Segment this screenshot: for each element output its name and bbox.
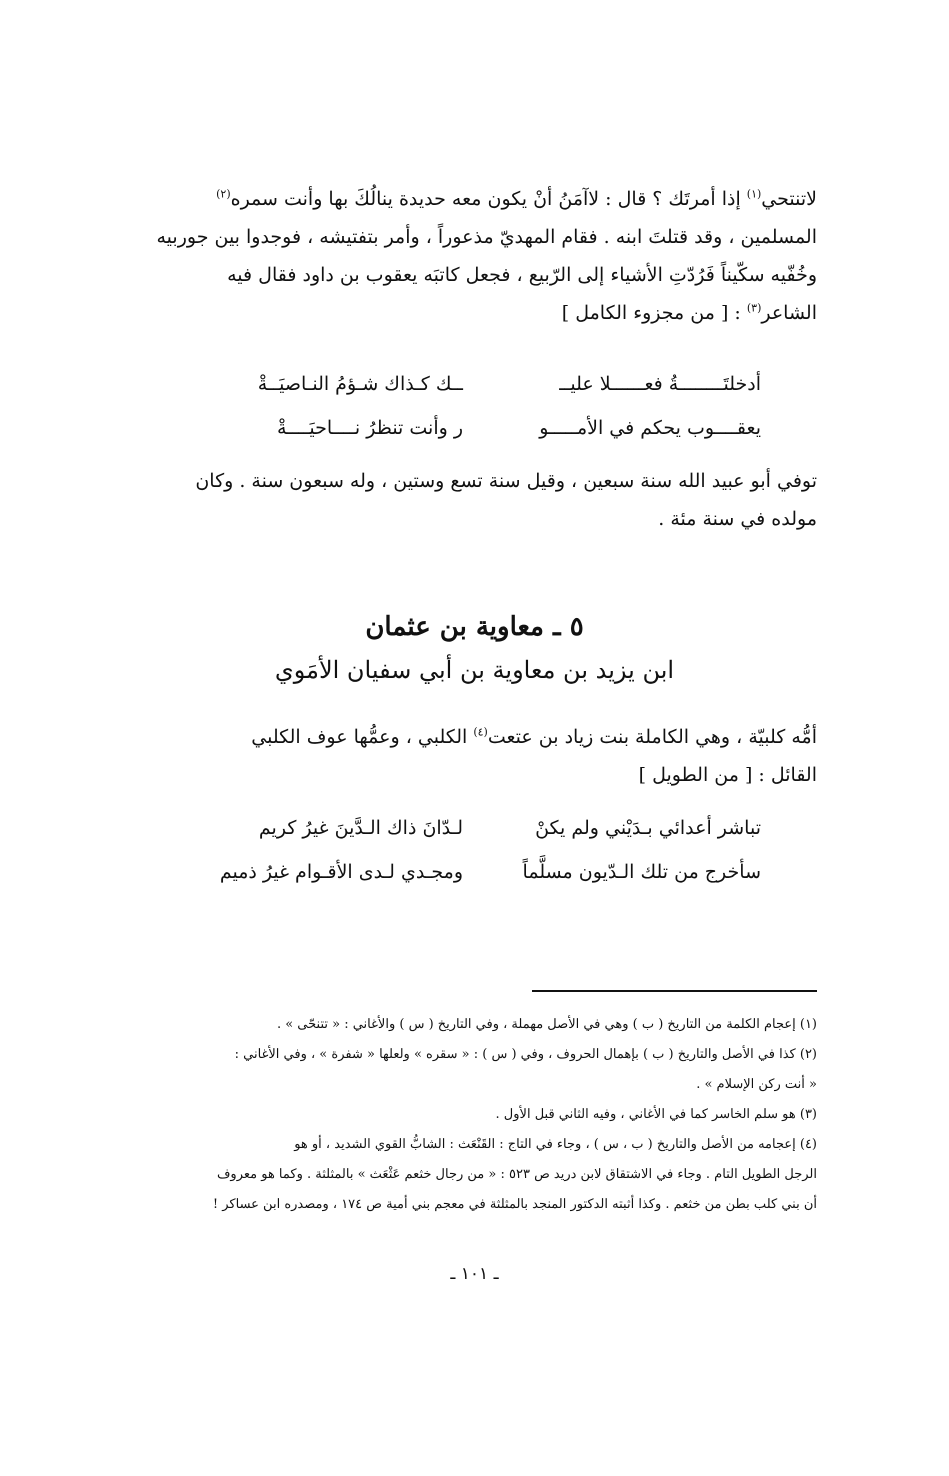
intro-line-1-rest: إذا أمرتَك ؟ قال : لاآمَنُ أنْ يكون معه حديدة ينالُكَ بها وأنت سمره bbox=[230, 188, 747, 210]
death-line-2: مولده في سنة مئة . bbox=[658, 508, 817, 530]
death-line-1: توفي أبو عبيد الله سنة سبعين ، وقيل سنة تسع وستين ، وله سبعون سنة . وكان bbox=[195, 470, 817, 492]
footnote-line: « أنت ركن الإسلام » . bbox=[696, 1077, 817, 1092]
footnote-line: (٣) هو سلم الخاسر كما في الأغاني ، وفيه الثاني قبل الأول . bbox=[495, 1107, 817, 1122]
verse-hemistich-second: ر وأنت تنظرُ نــــاحيَــــةْ bbox=[276, 417, 463, 439]
verse-hemistich-second: ــك كـذاك شـؤمُ النـاصيَــةْ bbox=[257, 373, 463, 395]
verse-hemistich-first: تباشر أعدائي بـدَيْني ولم يكنْ bbox=[535, 817, 761, 839]
mother-paragraph bbox=[127, 718, 817, 794]
intro-line-2: المسلمين ، وقد قتلتَ ابنه . فقام المهديّ مذعوراً ، وأمر بتفتيشه ، فوجدوا بين جوربيه bbox=[156, 226, 817, 248]
footnotes bbox=[127, 1010, 817, 1220]
verse-block-1 bbox=[201, 362, 761, 450]
verse-line bbox=[201, 406, 761, 450]
verse-hemistich-second: لـدّانَ ذاك الـدَّينَ غيرُ كريم bbox=[258, 817, 463, 839]
intro-line-4-rest: : [ من مجزوء الكامل ] bbox=[561, 302, 747, 324]
footnote-line: (٢) كذا في الأصل والتاريخ ( ب ) بإهمال الحروف ، وفي ( س ) : « سقره » ولعلها « شفرة » ، وفي الأغاني : bbox=[234, 1047, 817, 1062]
page-number: ـ ١٠١ ـ bbox=[450, 1264, 499, 1284]
footnote-line: الرجل الطويل التام . وجاء في الاشتقاق لابن دريد ص ٥٢٣ : « من رجال خثعم عَثْعَث » بالمثلثة . وكما هو معروف bbox=[216, 1167, 817, 1182]
intro-paragraph bbox=[127, 180, 817, 332]
mother-line-2: القائل : [ من الطويل ] bbox=[638, 764, 817, 786]
footnote-marker-2: (٢) bbox=[216, 187, 231, 201]
intro-line-3: وخُفّيه سكّيناً فَرُدّتِ الأشياء إلى الرّبيع ، فجعل كاتبَه يعقوب بن داود فقال فيه bbox=[227, 264, 817, 286]
verse-line bbox=[201, 850, 761, 894]
verse-line bbox=[201, 806, 761, 850]
section-subtitle: ابن يزيد بن معاوية بن أبي سفيان الأمَوي bbox=[274, 656, 675, 684]
intro-line-4-start: الشاعر bbox=[761, 302, 817, 324]
verse-line bbox=[201, 362, 761, 406]
footnote-line: أن بني كلب بطن من خثعم . وكذا أثبته الدكتور المنجد بالمثلثة في معجم بني أمية ص ١٧٤ ، ومصدره ابن عساكر ! bbox=[212, 1197, 817, 1212]
footnote-marker-4: (٤) bbox=[473, 725, 488, 739]
footnote-line: (٤) إعجامه من الأصل والتاريخ ( ب ، س ) ، وجاء في التاج : القَنْعَث : الشابُّ القوي الشديد ، أو هو bbox=[294, 1137, 817, 1152]
footnote-marker-3: (٣) bbox=[746, 301, 762, 315]
verse-hemistich-first: يعقــــوب يحكم في الأمـــــو bbox=[539, 417, 761, 439]
footnote-line: (١) إعجام الكلمة من التاريخ ( ب ) وهي في الأصل مهملة ، وفي التاريخ ( س ) والأغاني : « تتنحّى » . bbox=[276, 1017, 817, 1032]
verse-hemistich-first: أدخلتَــــــــةُ فعــــــلا عليــ bbox=[559, 373, 761, 395]
mother-line-1-rest: الكلبي ، وعمُّها عوف الكلبي bbox=[251, 726, 474, 748]
verse-hemistich-second: ومجـدي لـدى الأقـوام غيرُ ذميم bbox=[219, 861, 463, 883]
mother-line-1 bbox=[127, 718, 817, 756]
footnote-divider bbox=[532, 990, 817, 992]
intro-line-1 bbox=[127, 180, 817, 218]
section-title: ٥ ـ معاوية بن عثمان bbox=[365, 612, 584, 642]
intro-line-4 bbox=[127, 294, 817, 332]
mother-line-1-start: أمُّه كلبيّة ، وهي الكاملة بنت زياد بن عتعت bbox=[487, 726, 817, 748]
verse-block-2 bbox=[201, 806, 761, 894]
verse-hemistich-first: سأخرج من تلك الـدّيون مسلَّماً bbox=[522, 861, 761, 883]
intro-line-1-start: لاتنتحي bbox=[761, 188, 817, 210]
death-paragraph bbox=[127, 462, 817, 538]
footnote-marker-1: (١) bbox=[746, 187, 762, 201]
